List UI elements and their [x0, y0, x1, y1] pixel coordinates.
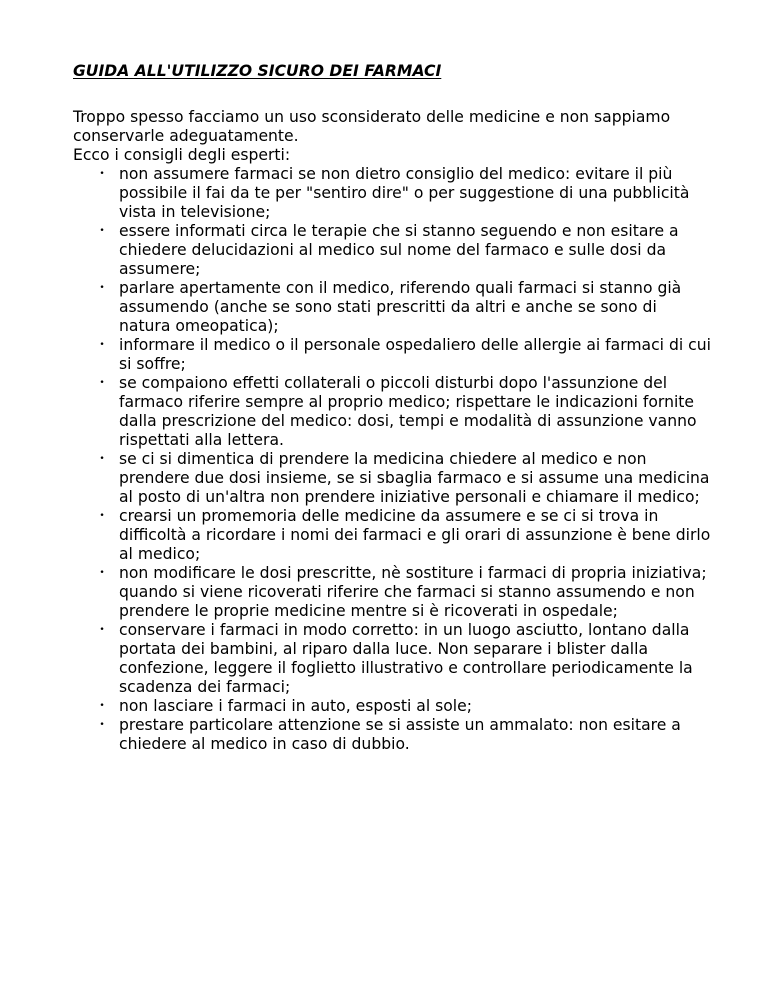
- list-item: [73, 374, 713, 450]
- list-item: [73, 450, 713, 507]
- bullet-icon: •: [99, 169, 105, 179]
- list-item-text: essere informati circa le terapie che si stanno seguendo e non esitare a chiedere delucidazioni al medico sul nome del farmaco e sulle dosi da assumere;: [119, 222, 679, 278]
- advice-list: [73, 165, 713, 754]
- bullet-icon: •: [99, 454, 105, 464]
- bullet-icon: •: [99, 226, 105, 236]
- list-item: [73, 507, 713, 564]
- list-item: [73, 279, 713, 336]
- title-spacer: [73, 81, 713, 108]
- list-item: [73, 222, 713, 279]
- bullet-icon: •: [99, 568, 105, 578]
- bullet-icon: •: [99, 511, 105, 521]
- list-item-text: se ci si dimentica di prendere la medicina chiedere al medico e non prendere due dosi insieme, se si sbaglia farmaco e si assume una medicina al posto di un'altra non prendere iniziative personali e chiamare il medico;: [119, 450, 710, 506]
- list-item-text: non modificare le dosi prescritte, nè sostiture i farmaci di propria iniziativa; quando si viene ricoverati riferire che farmaci si stanno assumendo e non prendere le proprie medicine mentre si è ricoverati in ospedale;: [119, 564, 707, 620]
- list-item-text: conservare i farmaci in modo corretto: in un luogo asciutto, lontano dalla portata dei bambini, al riparo dalla luce. Non separare i blister dalla confezione, leggere il foglietto illustrativo e controllare periodicamente la scadenza dei farmaci;: [119, 621, 693, 696]
- list-item-text: prestare particolare attenzione se si assiste un ammalato: non esitare a chiedere al medico in caso di dubbio.: [119, 716, 681, 753]
- list-item: [73, 716, 713, 754]
- intro-paragraph: Troppo spesso facciamo un uso sconsiderato delle medicine e non sappiamo conservarle adeguatamente.: [73, 108, 671, 145]
- bullet-icon: •: [99, 340, 105, 350]
- bullet-icon: •: [99, 378, 105, 388]
- list-item: [73, 697, 713, 716]
- bullet-icon: •: [99, 701, 105, 711]
- list-item: [73, 336, 713, 374]
- list-item: [73, 564, 713, 621]
- document-title: GUIDA ALL'UTILIZZO SICURO DEI FARMACI: [73, 62, 442, 80]
- list-item: [73, 621, 713, 697]
- lead-paragraph: Ecco i consigli degli esperti:: [73, 146, 291, 164]
- list-item-text: se compaiono effetti collaterali o piccoli disturbi dopo l'assunzione del farmaco riferire sempre al proprio medico; rispettare le indicazioni fornite dalla prescrizione del medico: dosi, tempi e modalità di assunzione vanno rispettati alla lettera.: [119, 374, 697, 449]
- bullet-icon: •: [99, 720, 105, 730]
- list-item-text: non lasciare i farmaci in auto, esposti al sole;: [119, 697, 472, 715]
- list-item-text: parlare apertamente con il medico, riferendo quali farmaci si stanno già assumendo (anche se sono stati prescritti da altri e anche se sono di natura omeopatica);: [119, 279, 682, 335]
- document-page: [73, 62, 713, 754]
- list-item-text: crearsi un promemoria delle medicine da assumere e se ci si trova in difficoltà a ricordare i nomi dei farmaci e gli orari di assunzione è bene dirlo al medico;: [119, 507, 711, 563]
- list-item-text: informare il medico o il personale ospedaliero delle allergie ai farmaci di cui si soffre;: [119, 336, 711, 373]
- bullet-icon: •: [99, 283, 105, 293]
- list-item: [73, 165, 713, 222]
- bullet-icon: •: [99, 625, 105, 635]
- list-item-text: non assumere farmaci se non dietro consiglio del medico: evitare il più possibile il fai da te per "sentiro dire" o per suggestione di una pubblicità vista in televisione;: [119, 165, 690, 221]
